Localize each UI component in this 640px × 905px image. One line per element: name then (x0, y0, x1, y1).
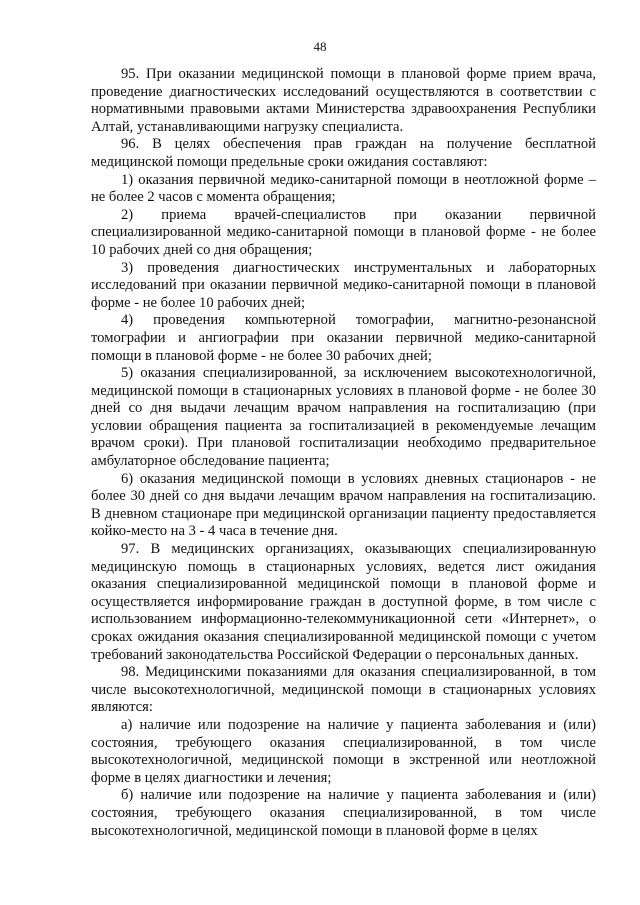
paragraph-96-item-1: 1) оказания первичной медико-санитарной помощи в неотложной форме – не более 2 часов с момента обращения; (91, 171, 596, 206)
paragraph-96-item-6: 6) оказания медицинской помощи в условиях дневных стационаров - не более 30 дней со дня выдачи лечащим врачом направления на госпитализацию. В дневном стационаре при медицинской организации пациенту предоставляется койко-место на 3 - 4 часа в течение дня. (91, 470, 596, 540)
paragraph-96-item-5: 5) оказания специализированной, за исключением высокотехнологичной, медицинской помощи в стационарных условиях в плановой форме - не более 30 дней со дня выдачи лечащим врачом направления на госпитализацию (при условии обращения пациента за госпитализацией в рекомендуемые лечащим врачом сроки). При плановой госпитализации необходимо предварительное амбулаторное обследование пациента; (91, 365, 596, 470)
paragraph-96-item-4: 4) проведения компьютерной томографии, магнитно-резонансной томографии и ангиографии при оказании первичной медико-санитарной помощи в плановой форме - не более 30 рабочих дней; (91, 312, 596, 364)
paragraph-98-item-b: б) наличие или подозрение на наличие у пациента заболевания и (или) состояния, требующего оказания специализированной, в том числе высокотехнологичной, медицинской помощи в плановой форме в целях (91, 787, 596, 839)
paragraph-97: 97. В медицинских организациях, оказывающих специализированную медицинскую помощь в стационарных условиях, ведется лист ожидания оказания специализированной медицинской помощи в плановой форме и осуществляется информирование граждан в доступной форме, в том числе с использованием информационно-телекоммуникационной сети «Интернет», о сроках ожидания оказания специализированной медицинской помощи с учетом требований законодательства Российской Федерации о персональных данных. (91, 541, 596, 663)
paragraph-98: 98. Медицинскими показаниями для оказания специализированной, в том числе высокотехнологичной, медицинской помощи в стационарных условиях являются: (91, 664, 596, 716)
document-body (91, 66, 596, 840)
paragraph-96: 96. В целях обеспечения прав граждан на получение бесплатной медицинской помощи предельные сроки ожидания составляют: (91, 136, 596, 170)
page-number: 48 (313, 39, 327, 54)
paragraph-98-item-a: а) наличие или подозрение на наличие у пациента заболевания и (или) состояния, требующего оказания специализированной, в том числе высокотехнологичной, медицинской помощи в экстренной или неотложной форме в целях диагностики и лечения; (91, 716, 596, 786)
paragraph-96-item-3: 3) проведения диагностических инструментальных и лабораторных исследований при оказании первичной медико-санитарной помощи в плановой форме - не более 10 рабочих дней; (91, 259, 596, 311)
paragraph-95: 95. При оказании медицинской помощи в плановой форме прием врача, проведение диагностических исследований осуществляются в соответствии с нормативными правовыми актами Министерства здравоохранения Республики Алтай, устанавливающими нагрузку специалиста. (91, 66, 596, 135)
paragraph-96-item-2: 2) приема врачей-специалистов при оказании первичной специализированной медико-санитарной помощи в плановой форме - не более 10 рабочих дней со дня обращения; (91, 206, 596, 258)
